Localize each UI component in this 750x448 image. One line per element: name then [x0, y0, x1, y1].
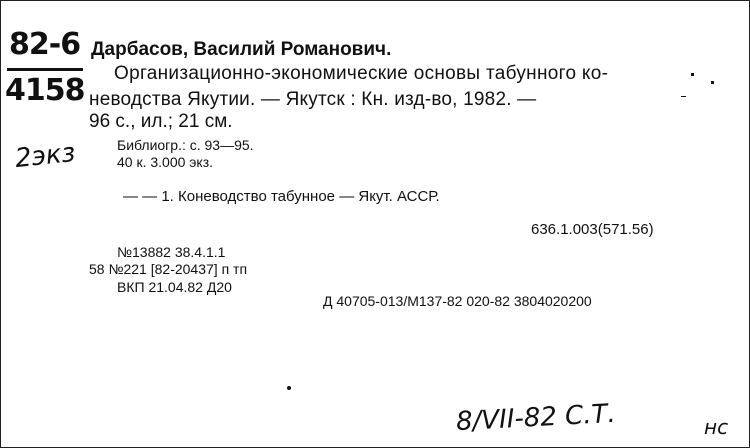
- copies-note: 2экз: [13, 137, 77, 175]
- record-line-2: 58 №221 [82-20437] п тп: [89, 261, 248, 277]
- price-print-run: 40 к. 3.000 экз.: [117, 154, 214, 170]
- publisher-code: Д 40705-013/М137-82 020-82 3804020200: [323, 293, 592, 309]
- scan-mark: [711, 81, 714, 84]
- title-line-2: неводства Якутии. — Якутск : Кн. изд-во, 1982. —: [89, 89, 537, 110]
- handwritten-initials: нс: [704, 415, 729, 439]
- udc-code: 636.1.003(571.56): [531, 221, 654, 238]
- shelf-mark-bottom: 4158: [5, 73, 85, 108]
- bibliography-note: Библиогр.: с. 93—95.: [117, 137, 254, 153]
- author-heading: Дарбасов, Василий Романович.: [91, 39, 392, 60]
- record-line-1: №13882 38.4.1.1: [117, 244, 226, 260]
- scan-mark: [681, 96, 686, 97]
- handwritten-date: 8/VII-82 С.Т.: [455, 398, 617, 438]
- title-line-1: Организационно-экономические основы табунного ко-: [114, 63, 609, 84]
- shelf-mark-divider: [7, 68, 83, 71]
- ink-dot: [287, 386, 291, 390]
- shelf-mark-top: 82-6: [9, 27, 81, 62]
- subject-heading: — — 1. Коневодство табунное — Якут. АССР.: [123, 188, 440, 205]
- record-line-3: ВКП 21.04.82 Д20: [117, 279, 232, 295]
- scan-mark: [691, 73, 694, 76]
- title-line-3: 96 с., ил.; 21 см.: [89, 111, 233, 132]
